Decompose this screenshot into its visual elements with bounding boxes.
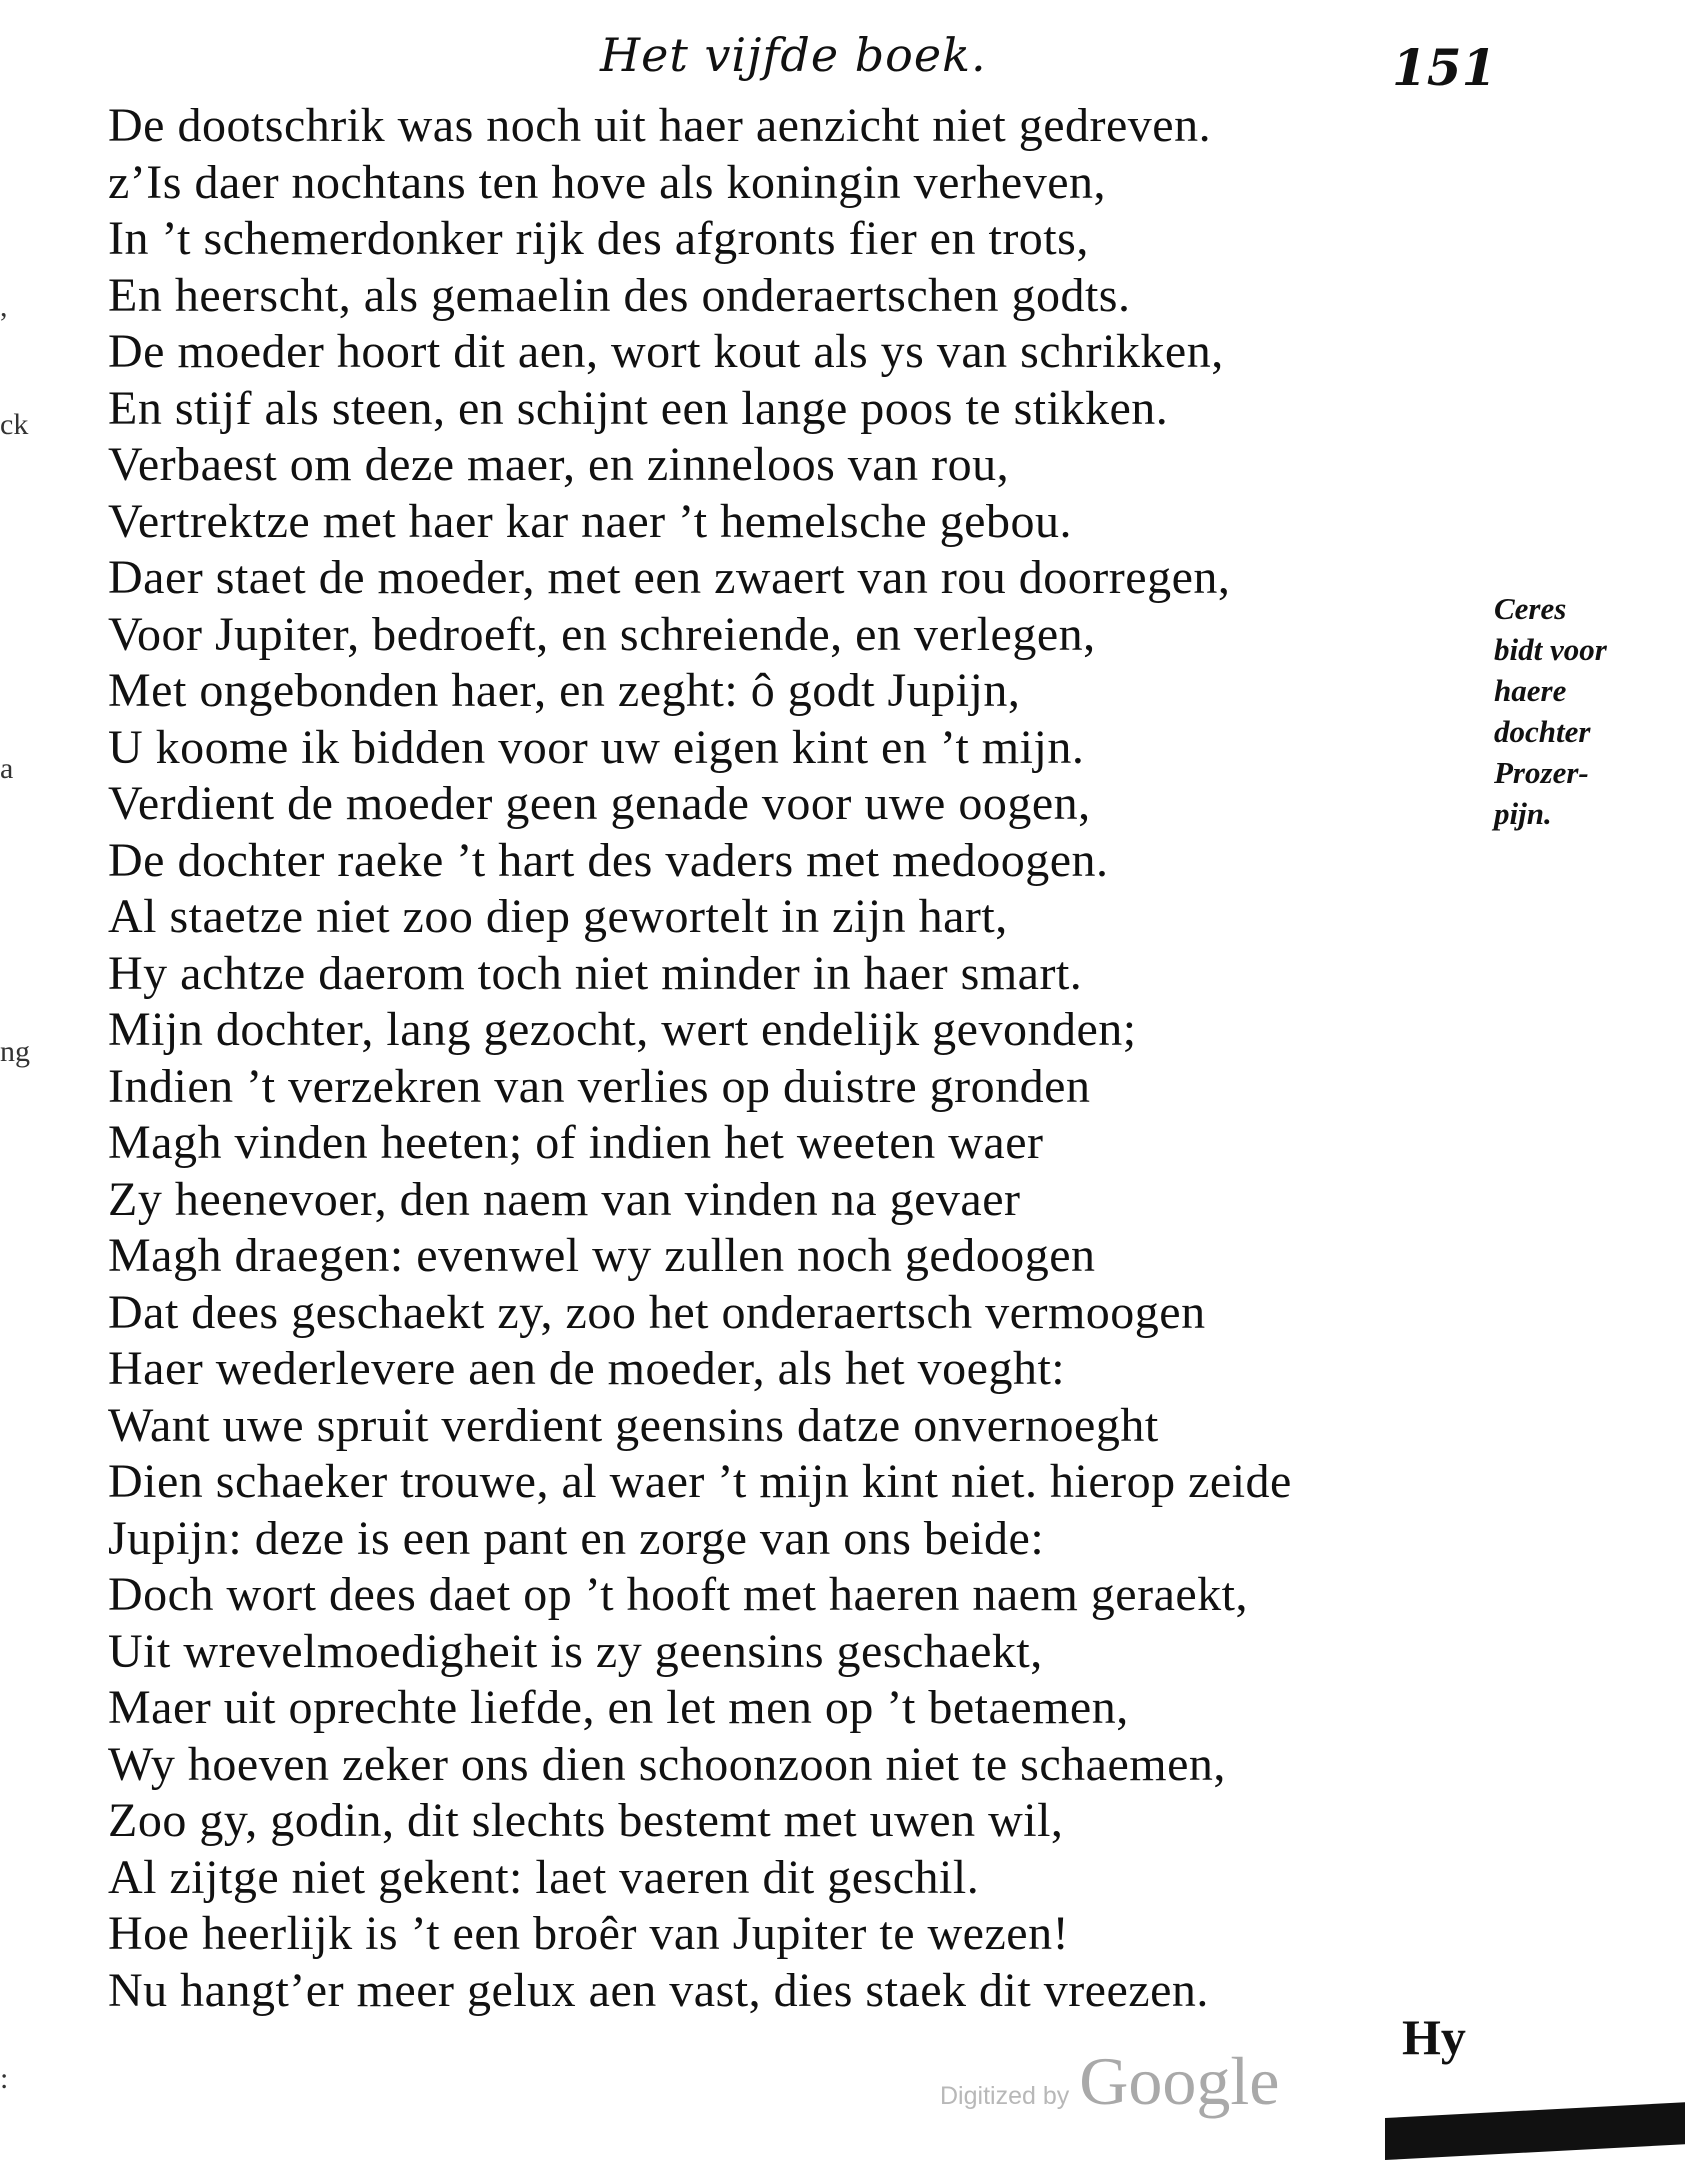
verse-line: U koome ik bidden voor uw eigen kint en ’t mijn. — [108, 720, 1085, 774]
verse-line: Hy achtze daerom toch niet minder in haer smart. — [108, 946, 1083, 1000]
verse-line: Met ongebonden haer, en zeght: ô godt Jupijn, — [108, 664, 1021, 717]
watermark-prefix: Digitized by — [940, 2082, 1070, 2110]
verse-line: Vertrektze met haer kar naer ’t hemelsche gebou. — [108, 494, 1072, 548]
margin-note-line: dochter — [1494, 714, 1591, 749]
left-edge-fragment: a — [0, 752, 14, 785]
verse-line: Magh vinden heeten; of indien het weeten waer — [108, 1116, 1044, 1169]
verse-line: Zy heenevoer, den naem van vinden na gevaer — [108, 1172, 1021, 1226]
verse-line: Uit wrevelmoedigheit is zy geensins geschaekt, — [108, 1624, 1043, 1678]
verse-line: Dat dees geschaekt zy, zoo het onderaertsch vermoogen — [108, 1285, 1206, 1339]
running-title: Het vijfde boek. — [600, 28, 987, 82]
verse-line: Voor Jupiter, bedroeft, en schreiende, en verlegen, — [108, 607, 1096, 661]
verse-line: Dien schaeker trouwe, al waer ’t mijn kint niet. hierop zeide — [108, 1455, 1292, 1508]
verse-line: Doch wort dees daet op ’t hooft met haeren naem geraekt, — [108, 1568, 1249, 1621]
margin-note — [1494, 588, 1684, 834]
poem-text — [108, 98, 1478, 2019]
margin-note-line: pijn. — [1494, 796, 1552, 831]
verse-line: Jupijn: deze is een pant en zorge van ons beide: — [108, 1511, 1045, 1565]
verse-line: Zoo gy, godin, dit slechts bestemt met uwen wil, — [108, 1794, 1064, 1847]
verse-line: In ’t schemerdonker rijk des afgronts fier en trots, — [108, 212, 1089, 265]
catchword: Hy — [1402, 2009, 1466, 2065]
verse-line: Verbaest om deze maer, en zinneloos van rou, — [108, 438, 1010, 491]
verse-line: Al zijtge niet gekent: laet vaeren dit geschil. — [108, 1850, 980, 1904]
digitized-watermark — [940, 2042, 1279, 2121]
verse-line: De dochter raeke ’t hart des vaders met medoogen. — [108, 833, 1109, 887]
verse-line: Daer staet de moeder, met een zwaert van rou doorregen, — [108, 551, 1231, 604]
left-edge-fragment: ng — [0, 1035, 30, 1068]
verse-line: De dootschrik was noch uit haer aenzicht niet gedreven. — [108, 99, 1212, 152]
verse-line: Hoe heerlijk is ’t een broêr van Jupiter te wezen! — [108, 1907, 1070, 1960]
verse-line: En stijf als steen, en schijnt een lange poos te stikken. — [108, 381, 1169, 435]
verse-line: z’Is daer nochtans ten hove als koningin verheven, — [108, 155, 1107, 209]
verse-line: Indien ’t verzekren van verlies op duistre gronden — [108, 1059, 1091, 1113]
verse-line: Haer wederlevere aen de moeder, als het voeght: — [108, 1342, 1066, 1395]
verse-line: Nu hangt’er meer gelux aen vast, dies staek dit vreezen. — [108, 1963, 1209, 2017]
margin-note-line: bidt voor — [1494, 632, 1607, 667]
margin-note-line: haere — [1494, 673, 1567, 708]
left-edge-fragment: , — [0, 290, 8, 323]
page-number: 151 — [1392, 38, 1497, 97]
verse-line: Mijn dochter, lang gezocht, wert endelijk gevonden; — [108, 1003, 1137, 1056]
left-edge-fragment: ck — [0, 408, 29, 441]
verse-line: Al staetze niet zoo diep gewortelt in zijn hart, — [108, 890, 1008, 943]
margin-note-line: Ceres — [1494, 591, 1567, 626]
left-edge-fragment: : — [0, 2062, 9, 2095]
verse-line: En heerscht, als gemaelin des onderaertschen godts. — [108, 268, 1131, 322]
verse-line: Magh draegen: evenwel wy zullen noch gedoogen — [108, 1229, 1096, 1282]
verse-line: De moeder hoort dit aen, wort kout als ys van schrikken, — [108, 325, 1224, 378]
page-shadow-edge — [1385, 2102, 1685, 2160]
margin-note-line: Prozer- — [1494, 755, 1589, 790]
verse-line: Verdient de moeder geen genade voor uwe oogen, — [108, 777, 1091, 830]
google-logo: Google — [1079, 2043, 1280, 2119]
verse-line: Want uwe spruit verdient geensins datze onvernoeght — [108, 1398, 1159, 1452]
verse-line: Maer uit oprechte liefde, en let men op ’t betaemen, — [108, 1681, 1129, 1734]
verse-line: Wy hoeven zeker ons dien schoonzoon niet te schaemen, — [108, 1737, 1226, 1791]
